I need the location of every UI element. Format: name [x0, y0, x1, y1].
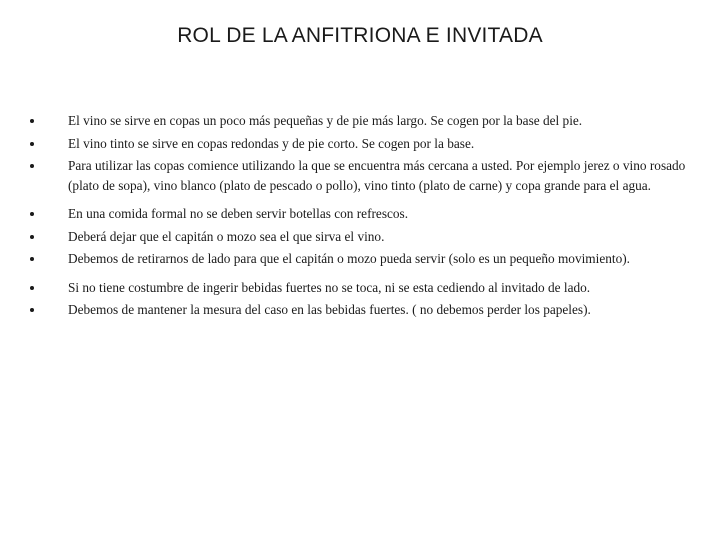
- bullet-item: [30, 111, 702, 131]
- bullet-text: Debemos de mantener la mesura del caso en las bebidas fuertes. ( no debemos perder los papeles).: [68, 302, 591, 317]
- bullet-dot-icon: [30, 142, 34, 146]
- slide-title: ROL DE LA ANFITRIONA E INVITADA: [177, 24, 543, 47]
- bullet-dot-icon: [30, 119, 34, 123]
- bullet-item: [30, 278, 702, 298]
- bullet-dot-icon: [30, 212, 34, 216]
- bullet-dot-icon: [30, 308, 34, 312]
- bullet-text: El vino tinto se sirve en copas redondas y de pie corto. Se cogen por la base.: [68, 135, 475, 151]
- bullet-item: [30, 227, 702, 247]
- bullet-text: Deberá dejar que el capitán o mozo sea el que sirva el vino.: [68, 228, 385, 244]
- bullet-text: Debemos de retirarnos de lado para que el capitán o mozo pueda servir (solo es un pequeño movimiento).: [68, 251, 630, 266]
- bullet-item: [30, 249, 702, 269]
- bullet-text: El vino se sirve en copas un poco más pequeñas y de pie más largo. Se cogen por la base del pie.: [68, 113, 583, 128]
- bullet-dot-icon: [30, 257, 34, 261]
- bullet-dot-icon: [30, 235, 34, 239]
- bullet-item: [30, 300, 702, 320]
- bullet-item: [30, 156, 702, 195]
- bullet-dot-icon: [30, 164, 34, 168]
- bullet-item: [30, 134, 702, 154]
- bullet-item: [30, 204, 702, 224]
- bullet-list: [30, 111, 702, 323]
- bullet-text: Para utilizar las copas comience utilizando la que se encuentra más cercana a usted. Por ejemplo jerez o vino rosado (plato de sopa), vino blanco (plato de pescado o pollo), vino tinto (plato de carne) y copa grande para el agua.: [68, 158, 686, 193]
- bullet-dot-icon: [30, 286, 34, 290]
- bullet-text: En una comida formal no se deben servir botellas con refrescos.: [68, 206, 409, 221]
- bullet-text: Si no tiene costumbre de ingerir bebidas fuertes no se toca, ni se esta cediendo al invitado de lado.: [68, 279, 591, 295]
